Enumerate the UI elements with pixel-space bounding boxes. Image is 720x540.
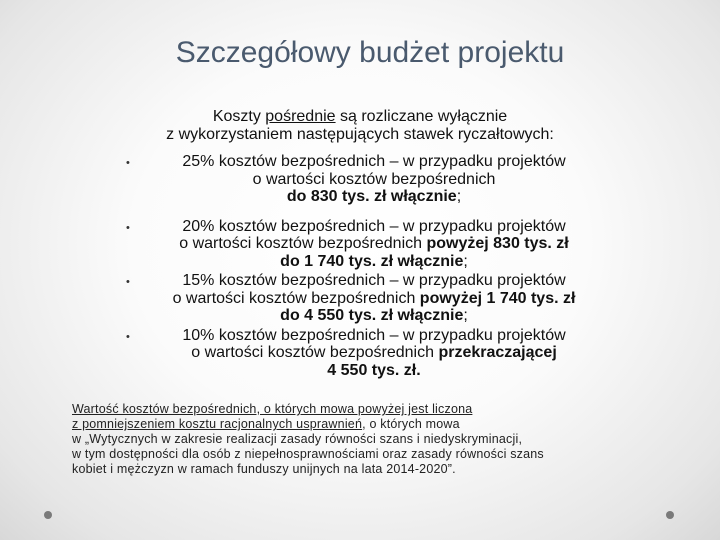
corner-dot-left — [44, 511, 52, 519]
list-item: • 10% kosztów bezpośrednich – w przypadku projektów o wartości kosztów bezpośrednich przekraczającej 4 550 tys. zł. — [126, 326, 566, 379]
intro-line-1: Koszty pośrednie są rozliczane wyłącznie — [212, 108, 508, 125]
corner-dot-right — [666, 511, 674, 519]
bullet-marker: • — [126, 330, 130, 343]
footnote-line-3: w „Wytycznych w zakresie realizacji zasady równości szans i niedyskryminacji, — [72, 432, 523, 446]
intro-line-2: z wykorzystaniem następujących stawek ryczałtowych: — [166, 126, 554, 143]
bullet-marker: • — [126, 157, 130, 169]
list-item: • 15% kosztów bezpośrednich – w przypadku projektów o wartości kosztów bezpośrednich powyżej 1 740 tys. zł do 4 550 tys. zł włącznie; — [126, 272, 576, 324]
footnote-line-2: z pomniejszeniem kosztu racjonalnych usprawnień, o których mowa — [72, 417, 460, 431]
footnote-line-5: kobiet i mężczyzn w ramach funduszy unijnych na lata 2014-2020”. — [72, 462, 456, 476]
slide-title: Szczegółowy budżet projektu — [175, 36, 565, 69]
underlined-word: pośrednie — [265, 108, 336, 125]
list-item: • 20% kosztów bezpośrednich – w przypadku projektów o wartości kosztów bezpośrednich powyżej 830 tys. zł do 1 740 tys. zł włącznie; — [126, 217, 569, 270]
bullet-marker: • — [126, 221, 130, 234]
rate-list — [120, 153, 610, 391]
intro-text — [130, 108, 590, 144]
footnote — [72, 402, 642, 477]
list-item: • 25% kosztów bezpośrednich – w przypadku projektów o wartości kosztów bezpośrednich do 830 tys. zł włącznie; — [126, 153, 566, 205]
footnote-line-1: Wartość kosztów bezpośrednich, o których mowa powyżej jest liczona — [72, 402, 473, 416]
footnote-line-4: w tym dostępności dla osób z niepełnosprawnościami oraz zasady równości szans — [72, 447, 544, 461]
bullet-marker: • — [126, 276, 130, 288]
